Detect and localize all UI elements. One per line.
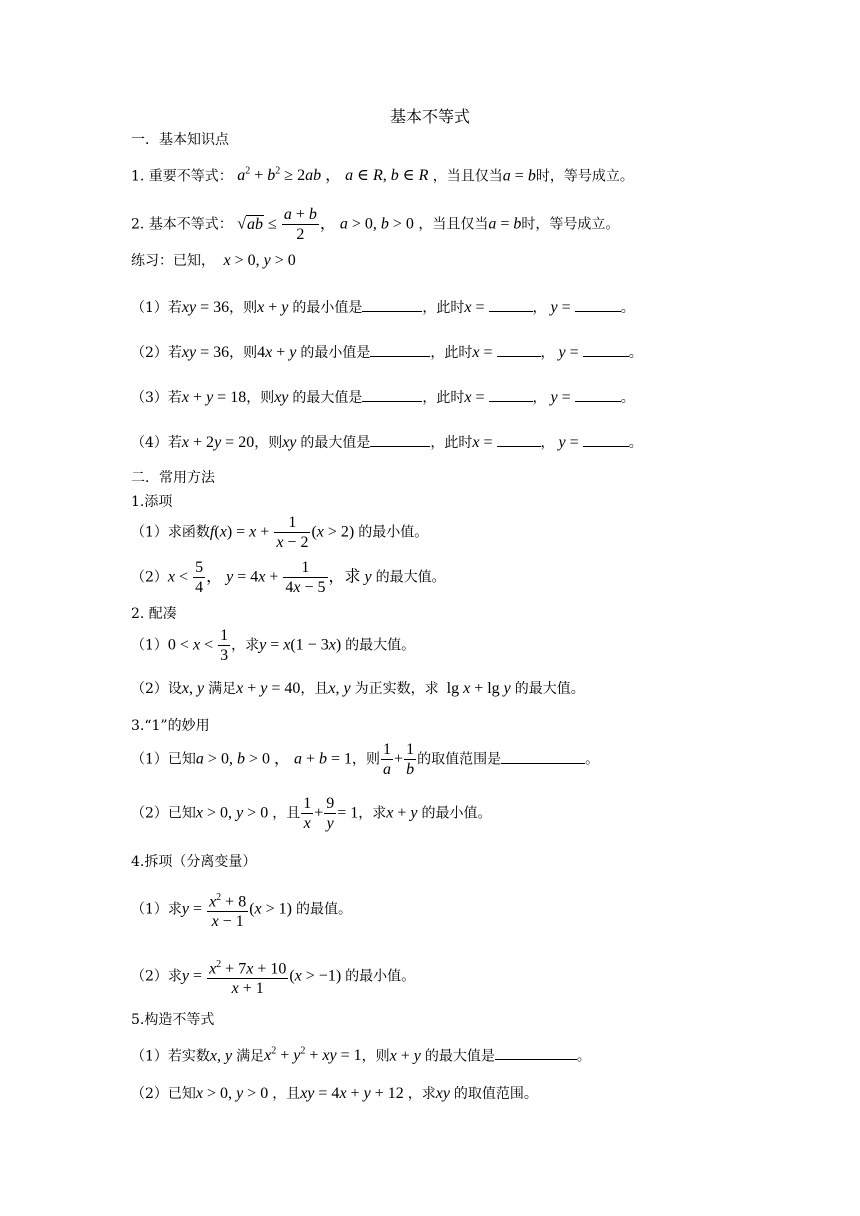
method4-question-2: （2）求y = $\frac{x^2 + 7x + 10}{x + 1}$ (x > −1) 的最小值。 [131, 955, 415, 998]
question-text: （1）求 [131, 901, 182, 918]
condition-text: ，当且仅当 [418, 216, 489, 233]
question-text: （2）设 [131, 681, 182, 697]
exercise-text: ，则 [254, 435, 283, 451]
method1-question-1: （1）求函数f(x) = x + $\frac{1}{x - 2}$ (x > 2) 的最小值。 [131, 514, 429, 551]
exercise-text: 的最小值是 [300, 345, 371, 361]
page-title: 基本不等式 [389, 107, 470, 126]
exercise-text: ，此时 [422, 390, 465, 406]
method5-question-2: （2）已知x > 0, y > 0 ，且xy = 4x + y + 12 ，求xy 的取值范围。 [131, 1085, 538, 1102]
item-important-inequality: 1. 重要不等式： $a^2 + b^2 \ge 2ab$ ， a ∈ R, b ∈ R ，当且仅当a = b时，等号成立。 [131, 166, 634, 185]
question-text: ，求 [358, 805, 387, 822]
answer-blank[interactable] [362, 387, 422, 402]
exercise-1: （1）若xy = 36，则x + y 的最小值是 ，此时x = ， y = 。 [131, 299, 635, 316]
period: 。 [628, 435, 643, 451]
exercise-2: （2）若xy = 36，则4x + y 的最小值是 ，此时x = ， y = 。 [131, 344, 643, 361]
period: 。 [628, 345, 643, 361]
formula: √ab ≤ [237, 215, 281, 233]
answer-blank[interactable] [489, 297, 533, 312]
answer-blank[interactable] [501, 749, 585, 764]
exercise-text: ，则 [229, 345, 258, 361]
method2-question-2: （2）设x, y 满足x + y = 40，且x, y 为正实数，求 lg x + lg y 的最大值。 [131, 680, 585, 697]
item-label: 2. 基本不等式： [131, 216, 233, 233]
exercise-number: （1）若 [131, 300, 182, 316]
fraction: $\frac{1}{4x - 5}$ [285, 559, 326, 596]
question-text: ，则 [352, 751, 381, 768]
method2-question-1: （1）0 < x < $\frac{1}{3}$ ，求y = x(1 − 3x) 的最大值。 [131, 627, 416, 664]
method-heading-1: 1.添项 [131, 494, 173, 510]
exercise-text: ，此时 [430, 345, 473, 361]
fraction: $\frac{1}{b}$ [406, 741, 415, 778]
section-heading-methods: 二．常用方法 [131, 470, 215, 486]
question-text: 的最小值。 [358, 524, 429, 541]
question-text: （1）求函数 [131, 524, 210, 541]
method4-question-1: （1）求y = $\frac{x^2 + 8}{x - 1}$ (x > 1) 的最值。 [131, 888, 352, 931]
question-text: （2）已知 [131, 1086, 196, 1102]
fraction: $\frac{x^2 + 8}{x - 1}$ [207, 888, 248, 931]
question-text: 的最大值是 [424, 1048, 495, 1065]
question-text: 的取值范围。 [453, 1086, 538, 1102]
question-text: 的最大值。 [375, 569, 446, 586]
question-text: 的最大值。 [345, 637, 416, 654]
period: 。 [620, 300, 635, 316]
practice-label: 练习：已知， [131, 253, 215, 269]
question-text: 的最小值。 [421, 805, 492, 822]
exercise-text: ， [532, 390, 547, 406]
question-text: （1）若实数 [131, 1048, 210, 1065]
question-text: 的取值范围是 [417, 751, 502, 768]
question-text: 满足 [236, 1048, 265, 1065]
exercise-text: ，此时 [430, 435, 473, 451]
question-text: 满足 [208, 681, 237, 697]
fraction: $\frac{9}{y}$ [326, 795, 335, 832]
section-heading-basics: 一．基本知识点 [131, 132, 229, 148]
question-text: （2）求 [131, 968, 182, 985]
exercise-text: ， [532, 300, 547, 316]
answer-blank[interactable] [489, 387, 533, 402]
question-text: （1）已知 [131, 751, 196, 768]
fraction: $\frac{1}{x}$ [303, 795, 312, 832]
answer-blank[interactable] [370, 342, 430, 357]
answer-blank[interactable] [575, 387, 621, 402]
period: 。 [585, 751, 600, 768]
question-text: 的最值。 [296, 901, 352, 918]
exercise-text: ， [540, 345, 555, 361]
exercise-number: （3）若 [131, 390, 182, 406]
question-text: （2） [131, 569, 168, 586]
method-heading-3: 3.“1”的妙用 [131, 718, 210, 734]
fraction: $\frac{1}{a}$ [383, 741, 392, 778]
condition-text: ，当且仅当 [432, 168, 503, 185]
item-label: 1. 重要不等式： [131, 168, 233, 185]
exercise-text: 的最大值是 [300, 435, 371, 451]
answer-blank[interactable] [362, 297, 422, 312]
answer-blank[interactable] [370, 432, 430, 447]
exercise-number: （2）若 [131, 345, 182, 361]
exercise-text: ，此时 [422, 300, 465, 316]
practice-intro: 练习：已知， x > 0, y > 0 [131, 252, 296, 269]
answer-blank[interactable] [495, 1045, 577, 1060]
question-text: ，则 [361, 1048, 390, 1065]
question-text: ，且 [300, 681, 329, 697]
exercise-text: 的最小值是 [292, 300, 363, 316]
exercise-4: （4）若x + 2y = 20，则xy 的最大值是 ，此时x = ， y = 。 [131, 434, 643, 451]
method-heading-5: 5.构造不等式 [131, 1012, 215, 1028]
exercise-number: （4）若 [131, 435, 182, 451]
question-text: ，求 [231, 637, 260, 654]
exercise-text: 的最大值是 [292, 390, 363, 406]
fraction: $\frac{1}{3}$ [220, 627, 229, 664]
question-text: ，求 [407, 1086, 436, 1102]
fraction: $\frac{a + b}{2}$ [283, 206, 317, 243]
answer-blank[interactable] [497, 342, 541, 357]
answer-blank[interactable] [583, 432, 629, 447]
question-text: 为正实数，求 [354, 681, 439, 697]
method1-question-2: （2）x < $\frac{5}{4}$ ， y = 4x + $\frac{1}{4x - 5}$ ，求 y 的最大值。 [131, 559, 446, 596]
question-text: （2）已知 [131, 805, 196, 822]
answer-blank[interactable] [575, 297, 621, 312]
fraction: $\frac{5}{4}$ [195, 559, 204, 596]
answer-blank[interactable] [583, 342, 629, 357]
question-text: ，且 [272, 805, 301, 822]
condition-text: 时，等号成立。 [521, 216, 620, 233]
question-text: 的最小值。 [345, 968, 416, 985]
question-text: 的最大值。 [514, 681, 585, 697]
method3-question-1: （1）已知a > 0, b > 0 ， a + b = 1，则 $\frac{1}{a}$ + $\frac{1}{b}$ 的取值范围是 。 [131, 741, 600, 778]
answer-blank[interactable] [497, 432, 541, 447]
exercise-text: ，则 [246, 390, 275, 406]
method3-question-2: （2）已知x > 0, y > 0 ，且 $\frac{1}{x}$ + $\frac{9}{y}$ = 1，求x + y 的最小值。 [131, 795, 492, 832]
question-text: ，且 [272, 1086, 301, 1102]
period: 。 [620, 390, 635, 406]
condition-text: 时，等号成立。 [535, 168, 634, 185]
method-heading-4: 4.拆项（分离变量） [131, 854, 257, 870]
fraction: $\frac{x^2 + 7x + 10}{x + 1}$ [207, 955, 288, 998]
item-basic-inequality: 2. 基本不等式： √ab ≤ $\frac{a + b}{2}$ ， a > 0, b > 0 ，当且仅当a = b时，等号成立。 [131, 206, 620, 243]
fraction: $\frac{1}{x - 2}$ [276, 514, 309, 551]
exercise-text: ，则 [229, 300, 258, 316]
exercise-3: （3）若x + y = 18，则xy 的最大值是 ，此时x = ， y = 。 [131, 389, 635, 406]
exercise-text: ， [540, 435, 555, 451]
question-text: （1） [131, 637, 168, 654]
method5-question-1: （1）若实数x, y 满足$x^2 + y^2$ + xy = 1，则x + y 的最大值是 。 [131, 1046, 591, 1065]
period: 。 [576, 1048, 591, 1065]
method-heading-2: 2. 配凑 [131, 606, 177, 622]
formula: $a^2 + b^2 \ge 2ab$ ， a ∈ R, b ∈ R [237, 166, 429, 185]
